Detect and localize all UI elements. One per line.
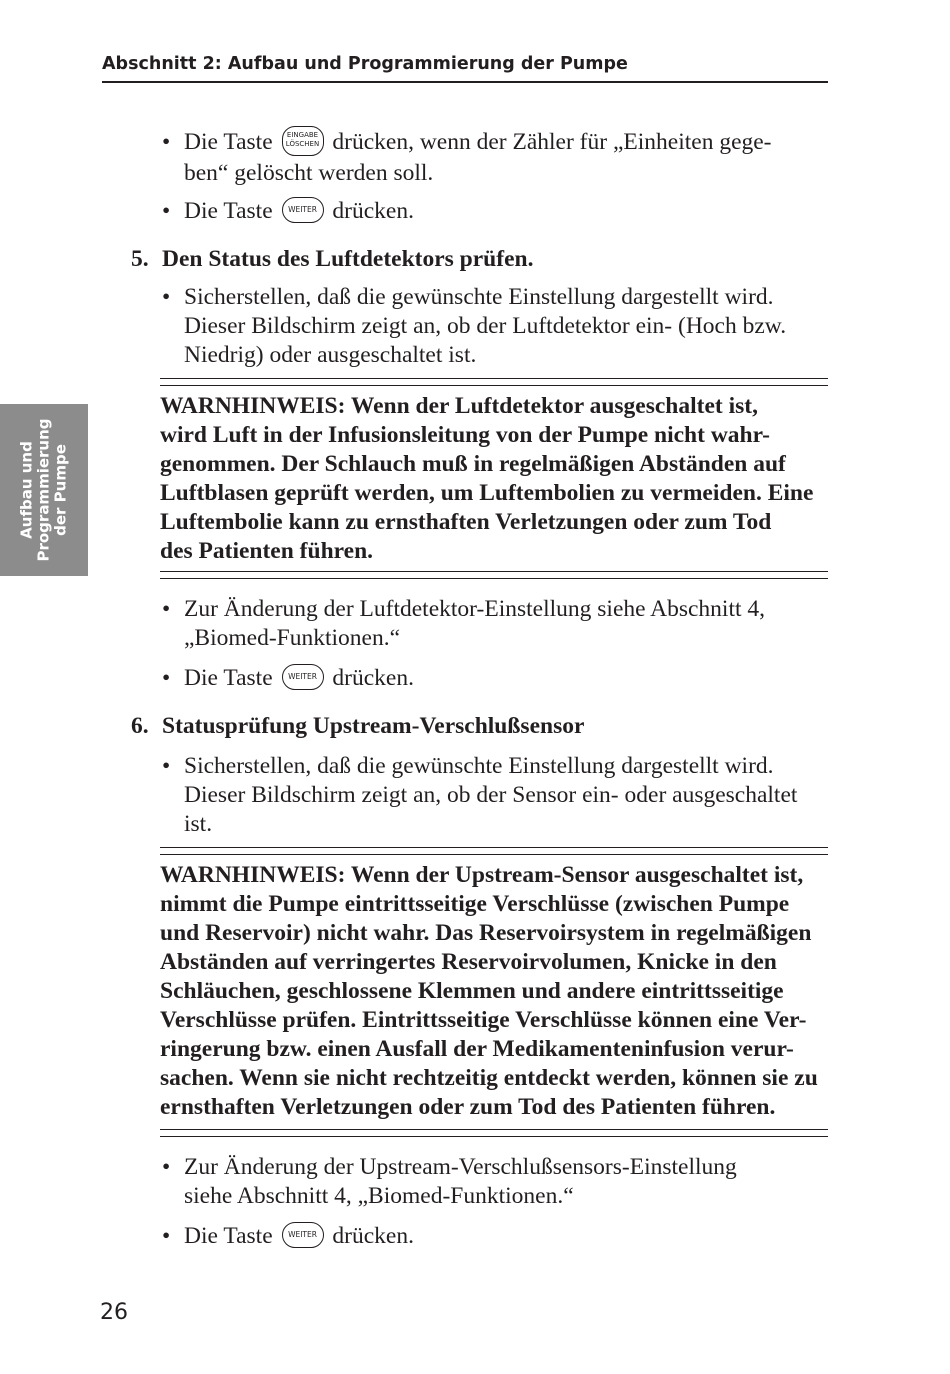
bullet-dot: •	[162, 284, 171, 310]
step-5-heading	[131, 245, 533, 274]
bullet-text-line2: ben“ gelöscht werden soll.	[184, 159, 434, 186]
weiter-key-icon: WEITER	[282, 664, 324, 690]
warning-line: und Reservoir) nicht wahr. Das Reservoirsystem in regelmäßigen	[160, 920, 812, 946]
bullet-line: Dieser Bildschirm zeigt an, ob der Luftdetektor ein- (Hoch bzw.	[184, 313, 787, 339]
page-number: 26	[100, 1300, 128, 1325]
bullet-change-upstream-sensor	[162, 1153, 737, 1211]
bullet-line: „Biomed-Funktionen.“	[184, 625, 401, 651]
bullet-weiter-key-2	[162, 664, 414, 693]
bullet-text-post: drücken.	[326, 1223, 414, 1249]
bullet-eingabe-key	[162, 128, 772, 188]
side-tab-line-3: der Pumpe	[51, 444, 70, 536]
bullet-text-pre: Die Taste	[184, 129, 279, 155]
warning-line: Luftembolie kann zu ernsthaften Verletzungen oder zum Tod	[160, 509, 772, 535]
running-header: Abschnitt 2: Aufbau und Programmierung der Pumpe	[102, 52, 828, 83]
bullet-change-air-detector	[162, 595, 765, 653]
bullet-text-post: drücken.	[326, 665, 414, 691]
bullet-text-pre: Die Taste	[184, 1223, 279, 1249]
bullet-dot: •	[162, 753, 171, 779]
side-tab-line-1: Aufbau und	[17, 441, 36, 539]
warning-rule-bottom	[160, 571, 828, 579]
bullet-line: siehe Abschnitt 4, „Biomed-Funktionen.“	[184, 1183, 574, 1209]
bullet-dot: •	[162, 665, 171, 691]
step-6-heading	[131, 712, 584, 741]
bullet-dot: •	[162, 596, 171, 622]
warning-line: genommen. Der Schlauch muß in regelmäßigen Abständen auf	[160, 451, 786, 477]
side-tab-line-2: Programmierung	[34, 418, 53, 562]
bullet-line: Dieser Bildschirm zeigt an, ob der Sensor ein- oder ausgeschaltet	[184, 782, 798, 808]
bullet-weiter-key-1	[162, 197, 414, 226]
step-number: 5.	[131, 246, 149, 272]
key-label-bottom: LÖSCHEN	[285, 139, 320, 148]
bullet-dot: •	[162, 1223, 171, 1249]
warning-line: Abständen auf verringertes Reservoirvolumen, Knicke in den	[160, 949, 777, 975]
warning-rule-bottom	[160, 1129, 828, 1137]
eingabe-loeschen-key-icon	[282, 126, 324, 156]
warning-upstream-sensor	[160, 861, 828, 1122]
warning-line: ringerung bzw. einen Ausfall der Medikamenteninfusion verur-	[160, 1036, 794, 1062]
bullet-text-post: drücken, wenn der Zähler für „Einheiten gege-	[326, 129, 772, 155]
bullet-text-post: drücken.	[326, 198, 414, 224]
step-number: 6.	[131, 713, 149, 739]
warning-line: sachen. Wenn sie nicht rechtzeitig entdeckt werden, können sie zu	[160, 1065, 818, 1091]
bullet-check-air-detector	[162, 283, 786, 370]
side-tab-label	[19, 418, 70, 561]
bullet-line: Niedrig) oder ausgeschaltet ist.	[184, 342, 477, 368]
step-title: Den Status des Luftdetektors prüfen.	[162, 246, 534, 272]
warning-line: WARNHINWEIS: Wenn der Luftdetektor ausgeschaltet ist,	[160, 393, 758, 419]
warning-line: ernsthaften Verletzungen oder zum Tod des Patienten führen.	[160, 1094, 776, 1120]
bullet-dot: •	[162, 1154, 171, 1180]
section-side-tab	[0, 404, 88, 576]
bullet-text-pre: Die Taste	[184, 198, 279, 224]
bullet-line: Zur Änderung der Luftdetektor-Einstellung siehe Abschnitt 4,	[184, 596, 766, 622]
bullet-text-pre: Die Taste	[184, 665, 279, 691]
weiter-key-icon: WEITER	[282, 1222, 324, 1248]
bullet-weiter-key-3	[162, 1222, 414, 1251]
warning-line: Luftblasen geprüft werden, um Luftembolien zu vermeiden. Eine	[160, 480, 814, 506]
warning-line: des Patienten führen.	[160, 538, 374, 564]
warning-air-detector	[160, 392, 828, 566]
warning-rule-top	[160, 847, 828, 855]
bullet-line: Zur Änderung der Upstream-Verschlußsensors-Einstellung	[184, 1154, 737, 1180]
warning-line: Schläuchen, geschlossene Klemmen und andere eintrittsseitige	[160, 978, 784, 1004]
bullet-check-upstream-sensor	[162, 752, 797, 839]
bullet-dot: •	[162, 129, 171, 155]
warning-line: nimmt die Pumpe eintrittsseitige Verschlüsse (zwischen Pumpe	[160, 891, 790, 917]
bullet-line: ist.	[184, 811, 213, 837]
bullet-line: Sicherstellen, daß die gewünschte Einstellung dargestellt wird.	[184, 753, 774, 779]
bullet-dot: •	[162, 198, 171, 224]
weiter-key-icon: WEITER	[282, 197, 324, 223]
warning-line: Verschlüsse prüfen. Eintrittsseitige Verschlüsse können eine Ver-	[160, 1007, 807, 1033]
key-label-top: EINGABE	[286, 130, 319, 139]
warning-rule-top	[160, 378, 828, 386]
warning-line: WARNHINWEIS: Wenn der Upstream-Sensor ausgeschaltet ist,	[160, 862, 804, 888]
bullet-line: Sicherstellen, daß die gewünschte Einstellung dargestellt wird.	[184, 284, 774, 310]
step-title: Statusprüfung Upstream-Verschlußsensor	[162, 713, 585, 739]
warning-line: wird Luft in der Infusionsleitung von der Pumpe nicht wahr-	[160, 422, 771, 448]
